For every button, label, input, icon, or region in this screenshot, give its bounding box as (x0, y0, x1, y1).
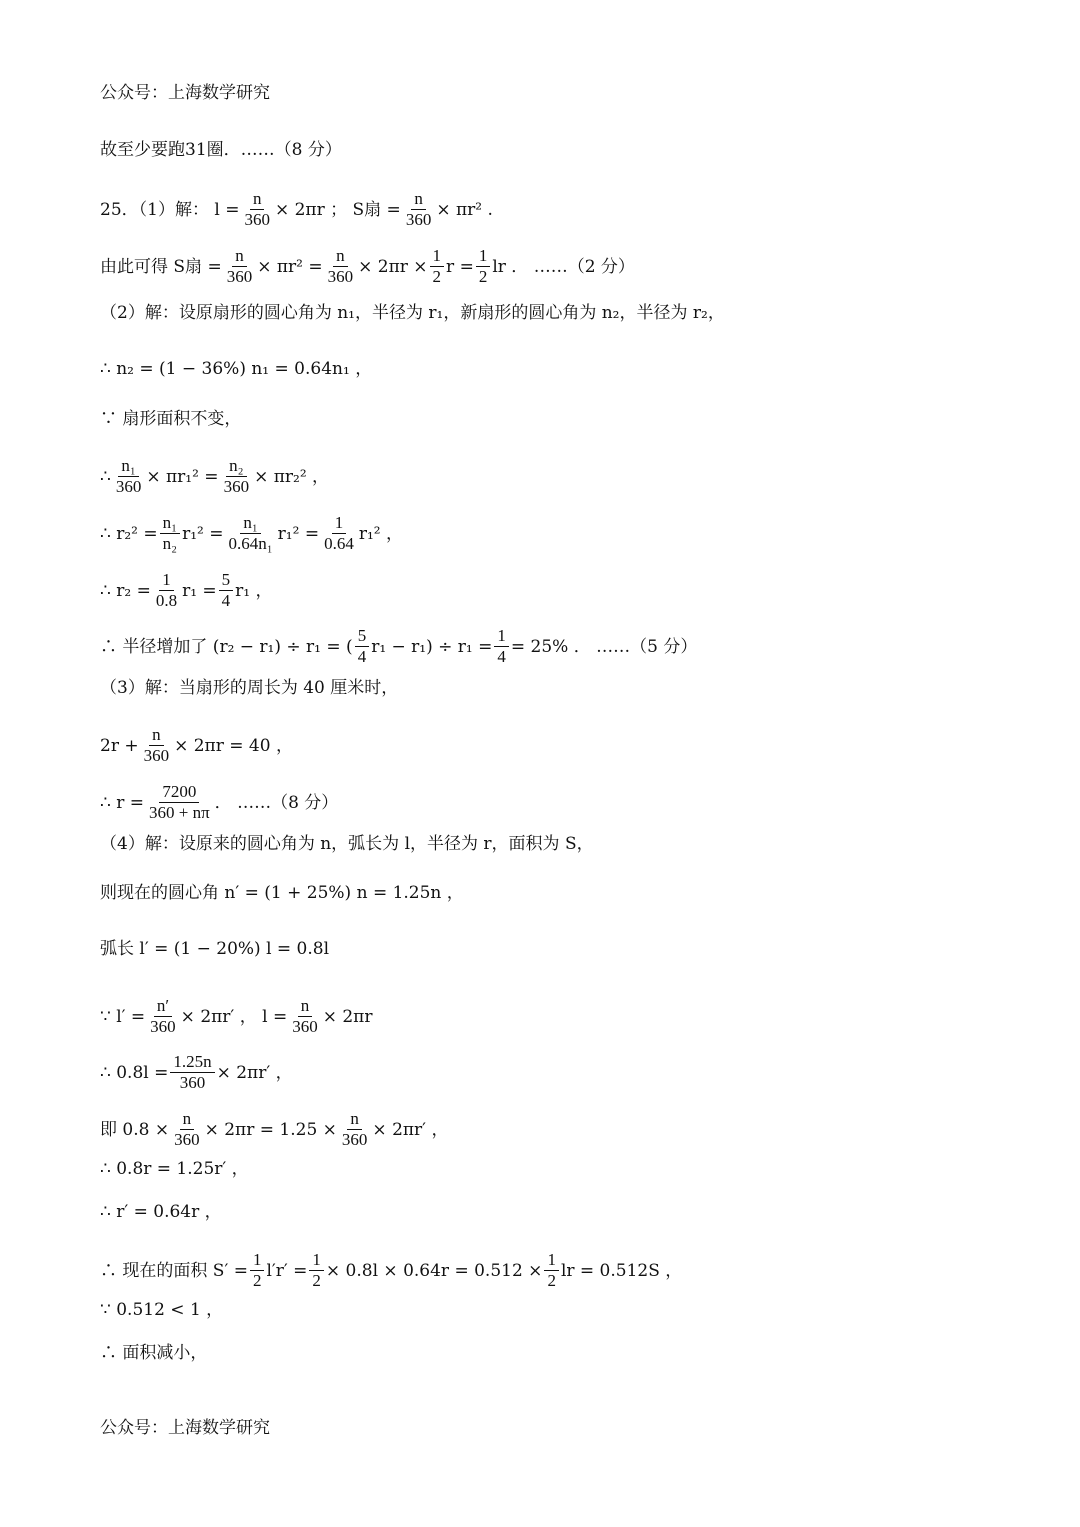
fraction-denominator: 0.64 (324, 534, 354, 553)
solution-line (100, 1109, 448, 1150)
line-text: × πr₁² = (146, 466, 219, 487)
fraction-numerator: n (333, 246, 348, 267)
fraction (153, 570, 180, 611)
solution-line (100, 782, 338, 823)
solution-line (100, 626, 697, 667)
fraction-denominator: 360 (244, 210, 270, 229)
line-text: ∴ (100, 466, 111, 487)
line-text: r₁² = (182, 523, 224, 544)
fraction (221, 456, 253, 497)
line-text: 2r + (100, 735, 139, 756)
fraction-numerator: 5 (219, 570, 234, 591)
line-text: ∴ n₂ = (1 − 36%) n₁ = 0.64n₁ ， (100, 359, 373, 379)
fraction-denominator: 360 (327, 267, 354, 286)
solution-line (100, 1250, 682, 1291)
fraction (171, 1109, 203, 1150)
solution-line (100, 882, 464, 904)
line-text: 则现在的圆心角 n′ = (1 + 25%) n = 1.25n ， (100, 883, 464, 903)
fraction-numerator: n (180, 1109, 195, 1130)
line-text: × πr² = (257, 256, 323, 277)
solution-line (100, 1299, 223, 1321)
fraction-denominator: 360 (150, 1017, 176, 1036)
line-text: r₁ = (182, 580, 217, 601)
fraction-denominator: 360 (179, 1073, 206, 1092)
fraction-denominator: 360 (115, 477, 142, 496)
fraction (224, 246, 256, 287)
line-text: ∴ 面积减小， (100, 1343, 208, 1363)
solution-line (100, 513, 403, 554)
fraction-denominator: 360 (405, 210, 432, 229)
fraction-numerator: n₁ (160, 513, 180, 534)
line-text: × 2πr′ ， (372, 1119, 449, 1140)
fraction (430, 246, 445, 287)
fraction-denominator: 2 (252, 1271, 262, 1290)
fraction (544, 1250, 559, 1291)
line-text: ∵ 0.512 < 1 ， (100, 1300, 224, 1320)
fraction (219, 570, 234, 611)
line-text: × 2πr × (358, 256, 428, 277)
fraction-numerator: n₁ (240, 513, 260, 534)
line-text: × 0.8l × 0.64r = 0.512 × (325, 1260, 543, 1281)
fraction-denominator: 360 (341, 1130, 368, 1149)
fraction-denominator: 2 (432, 267, 442, 286)
line-text: 25．（1）解： l = (100, 199, 240, 220)
line-text: r₁² = (277, 523, 320, 544)
line-text: ∴ 0.8r = 1.25r′ ， (100, 1159, 249, 1179)
fraction (170, 1052, 214, 1093)
fraction-denominator: 4 (221, 591, 231, 610)
line-text: r₁ ， (235, 580, 273, 601)
solution-line (100, 677, 398, 699)
line-text: r₁ − r₁) ÷ r₁ = (371, 636, 493, 657)
line-text: （4）解：设原来的圆心角为 n，弧长为 l，半径为 r，面积为 S， (100, 834, 594, 854)
line-text: ∴ 现在的面积 S′ = (100, 1260, 248, 1281)
solution-line (100, 570, 273, 611)
line-text: 故至少要跑31圈．……（8 分） (100, 140, 342, 160)
fraction-numerator: 1 (309, 1250, 324, 1271)
line-text: × 2πr (322, 1006, 373, 1027)
fraction-numerator: 1 (250, 1250, 265, 1271)
fraction-numerator: n (298, 996, 313, 1017)
line-text: r = (446, 256, 474, 277)
fraction-denominator: 4 (357, 647, 367, 666)
fraction-numerator: 5 (355, 626, 370, 647)
line-text: × 2πr′ ， l = (180, 1006, 288, 1027)
solution-line (100, 358, 372, 380)
line-text: l′r′ = (266, 1260, 308, 1281)
fraction-denominator: 2 (547, 1271, 556, 1290)
line-text: （2）解：设原扇形的圆心角为 n₁，半径为 r₁，新扇形的圆心角为 n₂，半径为 r₂， (100, 303, 725, 323)
fraction-numerator: 1 (332, 513, 347, 534)
fraction (289, 996, 321, 1037)
fraction-numerator: 1 (476, 246, 491, 267)
line-text: 弧长 l′ = (1 − 20%) l = 0.8l (100, 939, 330, 959)
fraction-numerator: 7200 (159, 782, 199, 803)
fraction-denominator: n₂ (162, 534, 178, 553)
fraction-numerator: n₂ (226, 456, 246, 477)
fraction (250, 1250, 265, 1291)
solution-line (100, 1158, 249, 1180)
fraction (403, 189, 435, 230)
fraction-numerator: 1 (544, 1250, 559, 1271)
fraction-denominator: 360 (292, 1017, 318, 1036)
page-header: 公众号：上海数学研究 (100, 83, 270, 103)
solution-line (100, 302, 725, 324)
fraction-denominator: 360 (223, 477, 250, 496)
line-text: ∴ r′ = 0.64r ， (100, 1202, 222, 1222)
solution-line (100, 246, 635, 287)
fraction (113, 456, 145, 497)
line-text: lr = 0.512S ， (560, 1260, 683, 1281)
solution-line (100, 408, 241, 430)
fraction (146, 782, 213, 823)
fraction-numerator: n (411, 189, 426, 210)
fraction-denominator: 360 (226, 267, 253, 286)
fraction (476, 246, 491, 287)
line-text: ∴ 0.8l = (100, 1062, 169, 1083)
line-text: ∴ r₂ = (100, 580, 151, 601)
fraction (309, 1250, 324, 1291)
fraction (225, 513, 275, 554)
fraction-numerator: 1 (494, 626, 509, 647)
fraction-denominator: 360 (174, 1130, 200, 1149)
fraction-numerator: 1.25n (170, 1052, 214, 1073)
line-text: × 2πr′ ， (216, 1062, 293, 1083)
line-text: （3）解：当扇形的周长为 40 厘米时， (100, 678, 399, 698)
line-text: × πr₂² ， (254, 466, 330, 487)
fraction-denominator: 4 (497, 647, 506, 666)
fraction-numerator: 1 (159, 570, 174, 591)
line-text: × πr² . (436, 199, 493, 220)
fraction-numerator: n (149, 725, 164, 746)
line-text: 由此可得 S扇 = (100, 256, 222, 277)
fraction (160, 513, 180, 554)
line-text: ∴ 半径增加了 (r₂ − r₁) ÷ r₁ = ( (100, 636, 353, 657)
line-text: ∵ l′ = (100, 1006, 146, 1027)
fraction (355, 626, 370, 667)
fraction-numerator: n (232, 246, 247, 267)
fraction-numerator: n₁ (118, 456, 138, 477)
fraction-numerator: n′ (154, 996, 172, 1017)
line-text: lr ． ……（2 分） (492, 256, 635, 277)
fraction (141, 725, 173, 766)
fraction-denominator: 2 (312, 1271, 321, 1290)
line-text: = 25% ． ……（5 分） (510, 636, 698, 657)
fraction (147, 996, 179, 1037)
line-text: × 2πr ； S扇 = (274, 199, 401, 220)
fraction-denominator: 360 (143, 746, 170, 765)
solution-line (100, 1052, 293, 1093)
fraction-denominator: 2 (478, 267, 488, 286)
fraction (494, 626, 509, 667)
line-text: × 2πr = 1.25 × (204, 1119, 337, 1140)
fraction (241, 189, 273, 230)
fraction (339, 1109, 371, 1150)
fraction-numerator: n (347, 1109, 362, 1130)
solution-line (100, 456, 329, 497)
line-text: × 2πr = 40 ， (174, 735, 293, 756)
solution-line (100, 1342, 207, 1364)
line-text: ∴ r = (100, 792, 144, 813)
solution-line (100, 725, 293, 766)
solution-line (100, 833, 594, 855)
solution-line (100, 996, 372, 1037)
solution-line (100, 139, 342, 161)
fraction-denominator: 360 + nπ (149, 803, 210, 822)
solution-line (100, 1201, 222, 1223)
fraction-numerator: 1 (430, 246, 445, 267)
line-text: ． ……（8 分） (214, 792, 339, 813)
fraction-denominator: 0.64n₁ (228, 534, 273, 553)
fraction-numerator: n (250, 189, 265, 210)
line-text: ∵ 扇形面积不变， (100, 409, 242, 429)
fraction-denominator: 0.8 (155, 591, 178, 610)
fraction (321, 513, 357, 554)
solution-line (100, 938, 329, 960)
page-footer: 公众号：上海数学研究 (100, 1418, 270, 1438)
solution-line (100, 189, 493, 230)
line-text: ∴ r₂² = (100, 523, 158, 544)
fraction (325, 246, 357, 287)
line-text: 即 0.8 × (100, 1119, 170, 1140)
line-text: r₁² ， (358, 523, 403, 544)
